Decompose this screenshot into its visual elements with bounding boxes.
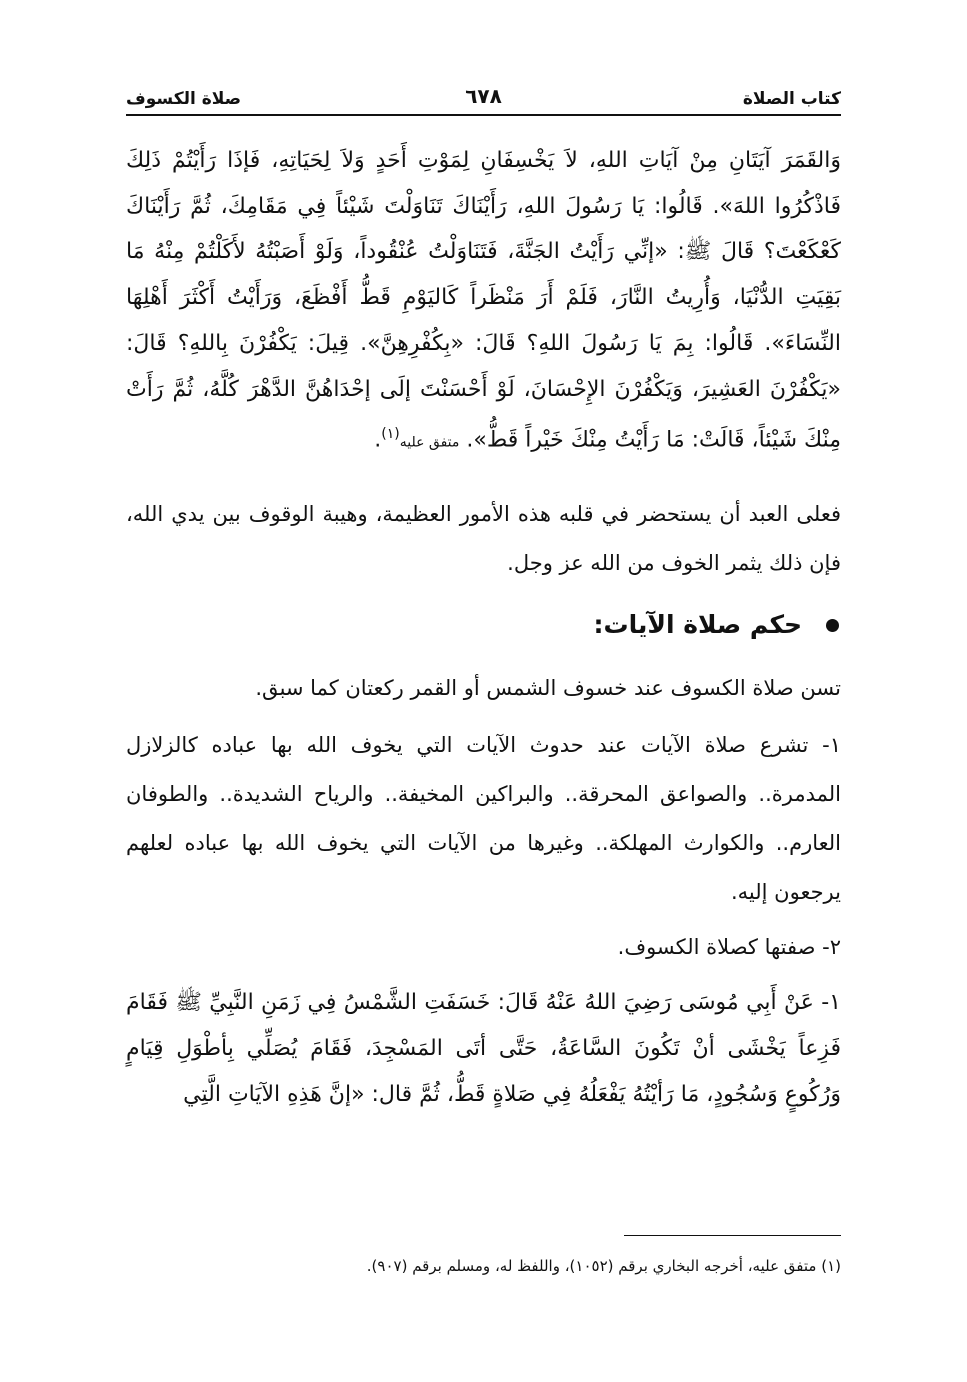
bullet-icon [826,619,839,632]
footnote: (١) متفق عليه، أخرجه البخاري برقم (١٠٥٢)، واللفظ له، ومسلم برقم (٩٠٧). [366,1257,841,1275]
hadith-passage [126,138,841,466]
section-heading-text: حكم صلاة الآيات: [593,610,802,640]
hadith-text: وَالقَمَرَ آيَتَانِ مِنْ آيَاتِ اللهِ، لاَ يَخْسِفَانِ لِمَوْتِ أَحَدٍ وَلاَ لِحَيَاتِهِ، فَإذَا رَأَيْتُمْ ذَلِكَ فَاذْكُرُوا اللهَ». قَالُوا: يَا رَسُولَ اللهِ، رَأَيْنَاكَ تَنَاوَلْتَ شَيْئاً فِي مَقَامِكَ، ثُمَّ رَأَيْنَاكَ كَعْكَعْتَ؟ قَالَ ﷺ: «إنِّي رَأَيْتُ الجَنَّةَ، فَتَنَاوَلْتُ عُنْقُوداً، وَلَوْ أَصَبْتُهُ لأَكَلْتُمْ مِنْهُ مَا بَقِيَتِ الدُّنْيَا، وَأُرِيتُ النَّارَ، فَلَمْ أَرَ مَنْظَراً كَاليَوْمِ قَطُّ أَفْظَعَ، وَرَأَيْتُ أَكْثَرَ أَهْلِهَا النِّسَاءَ». قَالُوا: بِمَ يَا رَسُولَ اللهِ؟ قَالَ: «بِكُفْرِهِنَّ». قِيلَ: يَكْفُرْنَ بِاللهِ؟ قَالَ: «يَكْفُرْنَ العَشِيرَ، وَيَكْفُرْنَ الإِحْسَانَ، لَوْ أَحْسَنْتَ إلَى إحْدَاهُنَّ الدَّهْرَ كُلَّهُ، ثُمَّ رَأَتْ مِنْكَ شَيْئاً، قَالَتْ: مَا رَأَيْتُ مِنْكَ خَيْراً قَطُّ». [126,148,841,453]
hadith-item: ١- عَنْ أَبِي مُوسَى رَضِيَ اللهُ عَنْهُ قَالَ: خَسَفَتِ الشَّمْسُ فِي زَمَنِ النَّبِيِّ ﷺ فَقَامَ فَزِعاً يَخْشَى أنْ تَكُونَ السَّاعَةُ، حَتَّى أتَى المَسْجِدَ، فَقَامَ يُصَلِّي بِأطْوَلِ قِيَامٍ وَرُكُوعٍ وَسُجُودٍ، مَا رَأيْتُهُ يَفْعَلُهُ فِي صَلاةٍ قَطُّ، ثُمَّ قال: «إنَّ هَذِهِ الآيَاتِ الَّتِي [126,990,841,1108]
footnote-reference[interactable]: (١) [381,426,400,443]
page-body [126,138,841,1118]
chapter-title: صلاة الكسوف [126,89,242,109]
footnote-divider [624,1235,841,1236]
section-heading [126,598,841,652]
hadith-citation: متفق عليه [399,434,460,451]
page-header [126,84,841,116]
hadith-end: . [374,427,382,453]
list-item-1: ١- تشرع صلاة الآيات عند حدوث الآيات التي يخوف الله بها عباده كالزلازل المدمرة.. والصواعق المحرقة.. والبراكين المخيفة.. والرياح الشديدة.. والطوفان العارم.. والكوارث المهلكة.. وغيرها من الآيات التي يخوف الله بها عباده لعلهم يرجعون إليه. [126,733,841,905]
book-title: كتاب الصلاة [742,89,841,109]
page-number: ٦٧٨ [465,84,502,108]
list-item-2: ٢- صفتها كصلاة الكسوف. [617,935,841,960]
header-divider [126,114,841,116]
commentary-paragraph: فعلى العبد أن يستحضر في قلبه هذه الأمور العظيمة، وهيبة الوقوف بين يدي الله، فإن ذلك يثمر الخوف من الله عز وجل. [126,502,841,576]
section-intro: تسن صلاة الكسوف عند خسوف الشمس أو القمر ركعتان كما سبق. [255,676,841,701]
